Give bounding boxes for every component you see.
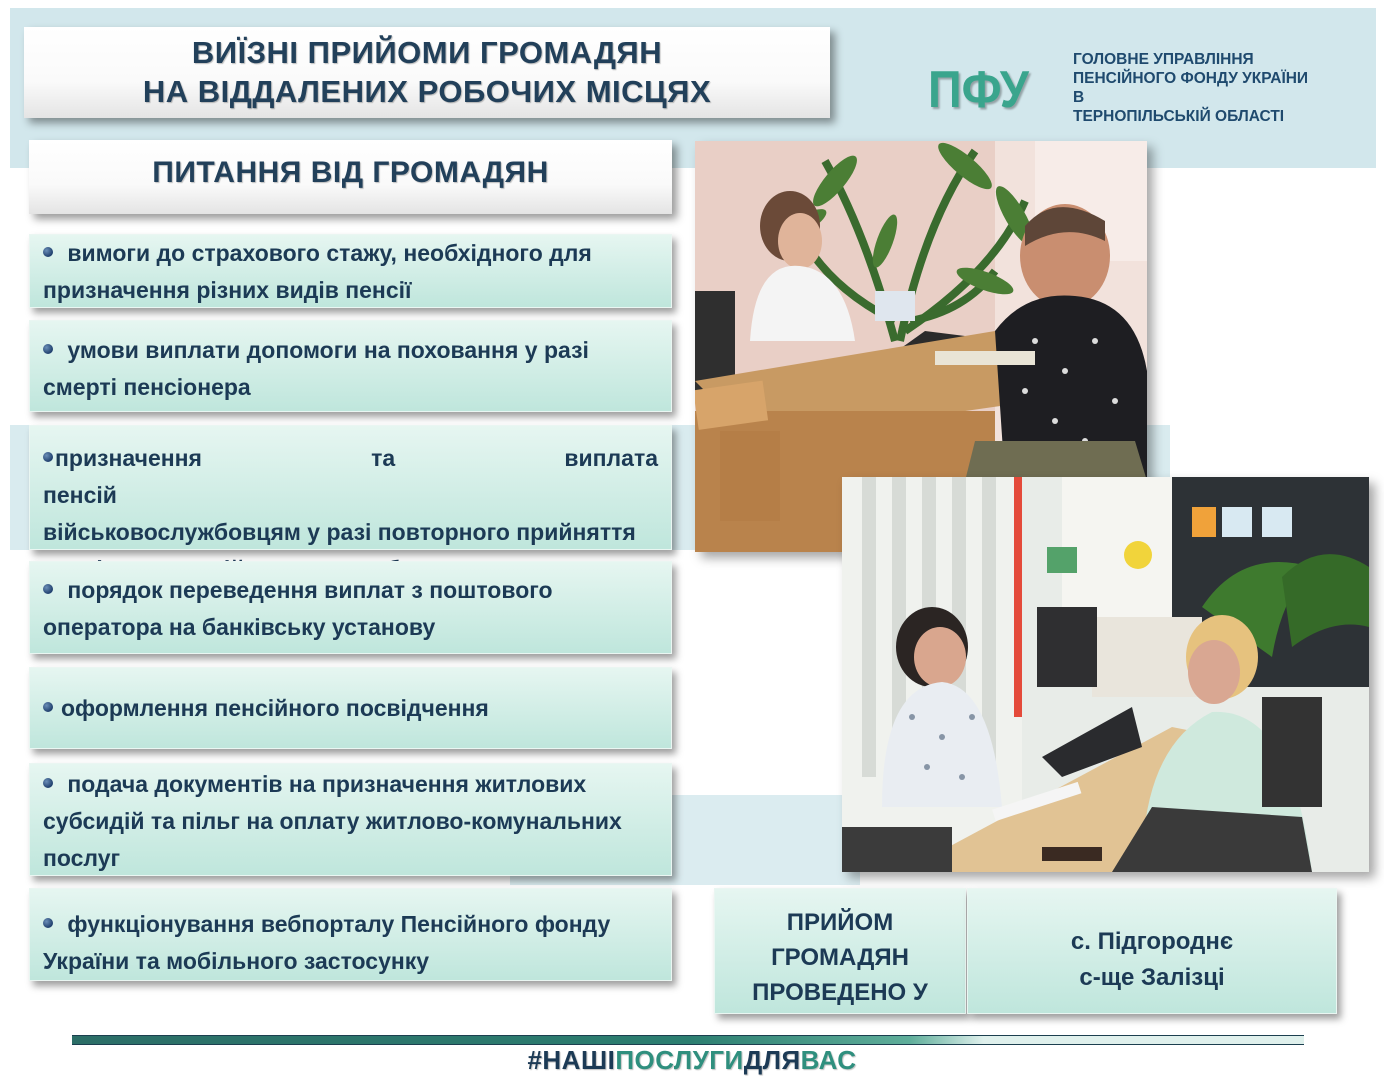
bullet-icon	[43, 344, 53, 354]
bullet-icon	[43, 702, 53, 712]
list-item	[29, 425, 672, 550]
photo-consultation-2-image	[842, 477, 1369, 872]
bullet-icon	[43, 247, 53, 257]
reception-place: с. Підгороднє с-ще Залізці	[1070, 928, 1234, 991]
bullet-icon	[43, 452, 53, 462]
bullet-icon	[43, 918, 53, 928]
org-line2: ПЕНСІЙНОГО ФОНДУ УКРАЇНИ В	[1073, 70, 1309, 106]
section-title-card	[29, 140, 672, 214]
bullet-icon	[43, 584, 53, 594]
org-line1: ГОЛОВНЕ УПРАВЛІННЯ	[1073, 51, 1254, 68]
list-item-text: оформлення пенсійного посвідчення	[43, 690, 658, 727]
section-title: ПИТАННЯ ВІД ГРОМАДЯН	[152, 156, 549, 189]
reception-label: ПРИЙОМ ГРОМАДЯН ПРОВЕДЕНО У	[752, 909, 928, 1006]
reception-label-card	[714, 888, 966, 1014]
list-item	[29, 320, 672, 412]
list-item-text: призначення та виплата пенсій військовослужбовцям у разі повторного прийняття	[43, 445, 658, 545]
photo-consultation-2	[842, 477, 1369, 872]
list-item-text: умови виплати допомоги на поховання у разі смерті пенсіонера	[43, 337, 589, 400]
footer-hashtag: #НАШІПОСЛУГИДЛЯВАС	[527, 1045, 857, 1075]
bullet-icon	[43, 778, 53, 788]
list-item-text: порядок переведення виплат з поштового оператора на банківську установу	[43, 577, 553, 640]
org-name	[1073, 50, 1323, 126]
list-item-text: подача документів на призначення житлових субсидій та пільг на оплату житлово-комунальних послуг	[43, 771, 622, 871]
list-item	[29, 667, 672, 749]
org-line3: ТЕРНОПІЛЬСЬКІЙ ОБЛАСТІ	[1073, 108, 1285, 125]
list-item	[29, 561, 672, 654]
list-item	[29, 888, 672, 981]
list-item-text: вимоги до страхового стажу, необхідного для призначення різних видів пенсії	[43, 240, 592, 303]
list-item-text: функціонування вебпорталу Пенсійного фонду України та мобільного застосунку	[43, 911, 611, 974]
list-item	[29, 234, 672, 308]
header-title-card	[24, 27, 830, 118]
list-item	[29, 763, 672, 876]
pfu-logo: ПФУ	[928, 61, 1029, 119]
header-title-line2: НА ВІДДАЛЕНИХ РОБОЧИХ МІСЦЯХ	[142, 74, 712, 109]
reception-place-card	[967, 888, 1337, 1014]
footer-divider	[72, 1035, 1304, 1045]
header-title-line1: ВИЇЗНІ ПРИЙОМИ ГРОМАДЯН	[191, 35, 663, 70]
